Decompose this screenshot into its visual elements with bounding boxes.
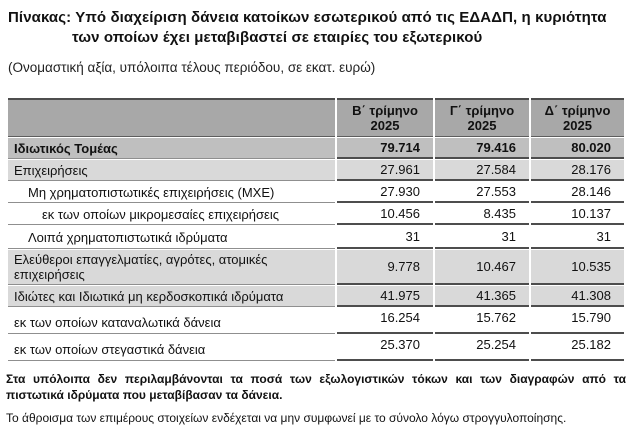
row-value: 10.535 — [531, 250, 624, 285]
row-value: 27.584 — [435, 160, 529, 181]
col-header-q2-2025: Β΄ τρίμηνο 2025 — [337, 98, 433, 137]
table-row — [8, 204, 624, 225]
row-value: 41.975 — [337, 286, 433, 307]
row-value: 27.930 — [337, 182, 433, 203]
row-value: 79.714 — [337, 138, 433, 159]
row-value: 8.435 — [435, 204, 529, 225]
row-value: 10.137 — [531, 204, 624, 225]
row-label: Ελεύθεροι επαγγελματίες, αγρότες, ατομικές επιχειρήσεις — [8, 250, 335, 285]
table-header-row — [8, 98, 624, 137]
row-value: 27.961 — [337, 160, 433, 181]
table-row — [8, 250, 624, 285]
row-label: Επιχειρήσεις — [8, 160, 335, 181]
row-value: 79.416 — [435, 138, 529, 159]
row-value: 15.762 — [435, 308, 529, 334]
footnote-exclusions: Στα υπόλοιπα δεν περιλαμβάνονται τα ποσά των εξωλογιστικών τόκων και των διαγραφών από τα πιστωτικά ιδρύματα που μεταβίβασαν τα δάνεια. — [6, 372, 626, 402]
table-body — [8, 138, 624, 361]
row-value: 10.456 — [337, 204, 433, 225]
loans-table — [6, 97, 626, 362]
col-header-q4-2025: Δ΄ τρίμηνο 2025 — [531, 98, 624, 137]
table-row — [8, 182, 624, 203]
row-label: εκ των οποίων μικρομεσαίες επιχειρήσεις — [8, 204, 335, 225]
col-header-q3-2025: Γ΄ τρίμηνο 2025 — [435, 98, 529, 137]
row-value: 31 — [435, 226, 529, 249]
row-label: εκ των οποίων στεγαστικά δάνεια — [8, 335, 335, 361]
row-label: Λοιπά χρηματοπιστωτικά ιδρύματα — [8, 226, 335, 249]
row-value: 41.365 — [435, 286, 529, 307]
table-row — [8, 160, 624, 181]
row-value: 15.790 — [531, 308, 624, 334]
row-value: 27.553 — [435, 182, 529, 203]
page-subtitle: (Ονομαστική αξία, υπόλοιπα τέλους περιόδου, σε εκατ. ευρώ) — [8, 60, 376, 75]
row-value: 9.778 — [337, 250, 433, 285]
row-value: 25.254 — [435, 335, 529, 361]
table-row — [8, 226, 624, 249]
row-value: 25.370 — [337, 335, 433, 361]
page-title: Πίνακας: Υπό διαχείριση δάνεια κατοίκων εσωτερικού από τις ΕΔΑΔΠ, η κυριότητα των οποίων έχει μεταβιβαστεί σε εταιρίες του εξωτερικού — [8, 9, 607, 46]
row-value: 31 — [337, 226, 433, 249]
corner-cell — [8, 98, 335, 137]
row-value: 16.254 — [337, 308, 433, 334]
row-label: Ιδιωτικός Τομέας — [8, 138, 335, 159]
row-value: 28.176 — [531, 160, 624, 181]
row-label: εκ των οποίων καταναλωτικά δάνεια — [8, 308, 335, 334]
row-value: 41.308 — [531, 286, 624, 307]
table-row — [8, 138, 624, 159]
row-value: 31 — [531, 226, 624, 249]
row-value: 28.146 — [531, 182, 624, 203]
row-value: 25.182 — [531, 335, 624, 361]
table-row — [8, 308, 624, 334]
table-row — [8, 335, 624, 361]
table-row — [8, 286, 624, 307]
row-label: Ιδιώτες και Ιδιωτικά μη κερδοσκοπικά ιδρύματα — [8, 286, 335, 307]
row-value: 80.020 — [531, 138, 624, 159]
row-value: 10.467 — [435, 250, 529, 285]
footnote-rounding: Το άθροισμα των επιμέρους στοιχείων ενδέχεται να μην συμφωνεί με το σύνολο λόγω στρογγυλοποίησης. — [6, 411, 567, 425]
row-label: Μη χρηματοπιστωτικές επιχειρήσεις (ΜΧΕ) — [8, 182, 335, 203]
